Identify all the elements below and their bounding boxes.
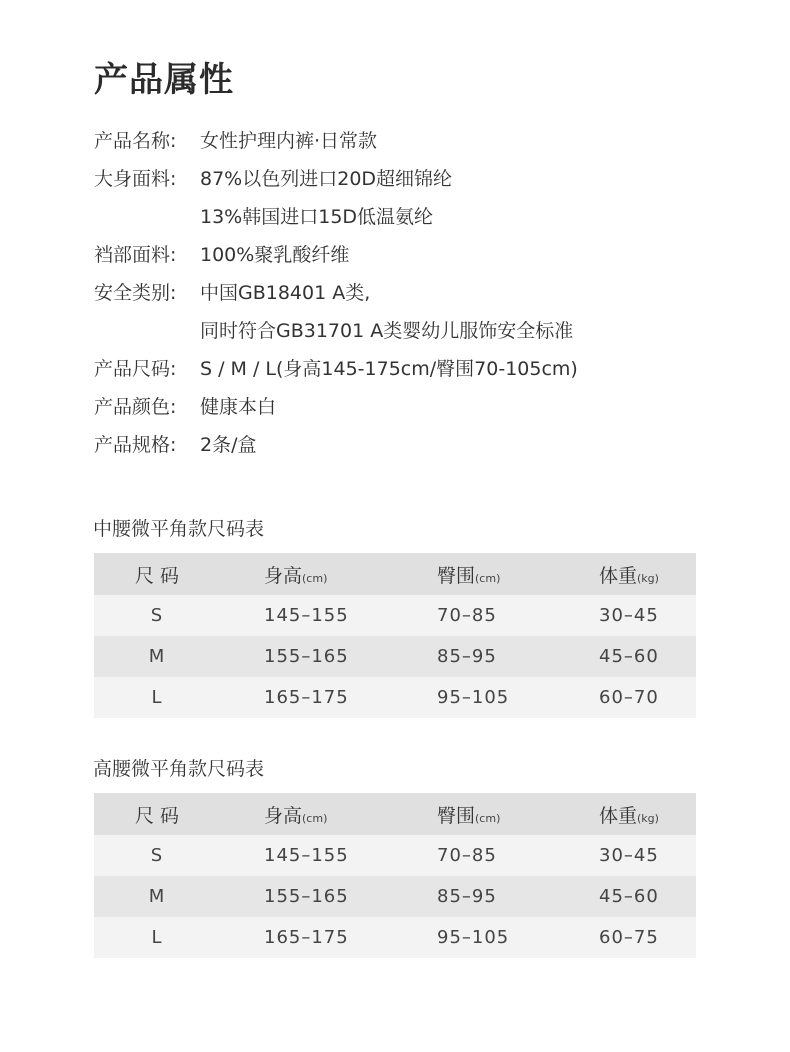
- attribute-value: 健康本白: [200, 395, 277, 418]
- cell-hip: 95–105: [437, 917, 599, 958]
- cell-hip: 85–95: [437, 876, 599, 917]
- header-weight: 体重(kg): [599, 793, 696, 835]
- attribute-row: [94, 424, 578, 462]
- attribute-row: [94, 234, 578, 272]
- attribute-value: 87%以色列进口20D超细锦纶: [200, 167, 453, 190]
- cell-hip: 95–105: [437, 677, 599, 718]
- cell-size: M: [94, 876, 220, 917]
- attribute-value: 100%聚乳酸纤维: [200, 243, 350, 266]
- attribute-label: 产品规格:: [94, 433, 177, 456]
- cell-size: S: [94, 595, 220, 636]
- attribute-value: S / M / L(身高145-175cm/臀围70-105cm): [200, 357, 578, 380]
- header-hip: 臀围(cm): [437, 793, 599, 835]
- cell-size: M: [94, 636, 220, 677]
- table-row: [94, 917, 696, 958]
- attribute-label: 裆部面料:: [94, 243, 177, 266]
- attribute-list: [94, 120, 578, 462]
- cell-size: L: [94, 677, 220, 718]
- size-table-title: 中腰微平角款尺码表: [93, 518, 265, 540]
- header-size: 尺 码: [94, 553, 220, 595]
- cell-height: 145–155: [220, 595, 437, 636]
- attribute-label: 安全类别:: [94, 281, 177, 304]
- cell-height: 155–165: [220, 876, 437, 917]
- cell-size: S: [94, 835, 220, 876]
- table-header-row: [94, 793, 696, 835]
- attribute-row: [94, 386, 578, 424]
- size-table: [94, 553, 696, 718]
- attribute-label: 产品名称:: [94, 129, 177, 152]
- cell-height: 165–175: [220, 917, 437, 958]
- attribute-row: [94, 120, 578, 158]
- attribute-row: [94, 196, 578, 234]
- attribute-label: 产品颜色:: [94, 395, 177, 418]
- attribute-row: [94, 348, 578, 386]
- table-row: [94, 636, 696, 677]
- attribute-row: [94, 272, 578, 310]
- page-title: 产品属性: [94, 60, 234, 100]
- table-header-row: [94, 553, 696, 595]
- cell-hip: 70–85: [437, 595, 599, 636]
- attribute-value: 女性护理内裤·日常款: [200, 129, 378, 152]
- size-table: [94, 793, 696, 958]
- attribute-label: 大身面料:: [94, 167, 177, 190]
- attribute-value: 2条/盒: [200, 433, 257, 456]
- cell-size: L: [94, 917, 220, 958]
- cell-weight: 60–70: [599, 677, 696, 718]
- attribute-value: 中国GB18401 A类,: [200, 281, 371, 304]
- cell-weight: 45–60: [599, 876, 696, 917]
- attribute-row: [94, 158, 578, 196]
- table-row: [94, 595, 696, 636]
- cell-weight: 60–75: [599, 917, 696, 958]
- cell-weight: 30–45: [599, 595, 696, 636]
- size-table-title: 高腰微平角款尺码表: [93, 758, 265, 780]
- header-height: 身高(cm): [220, 793, 437, 835]
- header-height: 身高(cm): [220, 553, 437, 595]
- header-weight: 体重(kg): [599, 553, 696, 595]
- cell-weight: 45–60: [599, 636, 696, 677]
- cell-hip: 70–85: [437, 835, 599, 876]
- table-row: [94, 876, 696, 917]
- cell-height: 165–175: [220, 677, 437, 718]
- attribute-value: 同时符合GB31701 A类婴幼儿服饰安全标准: [200, 319, 574, 342]
- attribute-value: 13%韩国进口15D低温氨纶: [200, 205, 434, 228]
- cell-height: 155–165: [220, 636, 437, 677]
- attribute-label: 产品尺码:: [94, 357, 177, 380]
- header-size: 尺 码: [94, 793, 220, 835]
- attribute-row: [94, 310, 578, 348]
- table-row: [94, 677, 696, 718]
- cell-hip: 85–95: [437, 636, 599, 677]
- cell-height: 145–155: [220, 835, 437, 876]
- cell-weight: 30–45: [599, 835, 696, 876]
- header-hip: 臀围(cm): [437, 553, 599, 595]
- table-row: [94, 835, 696, 876]
